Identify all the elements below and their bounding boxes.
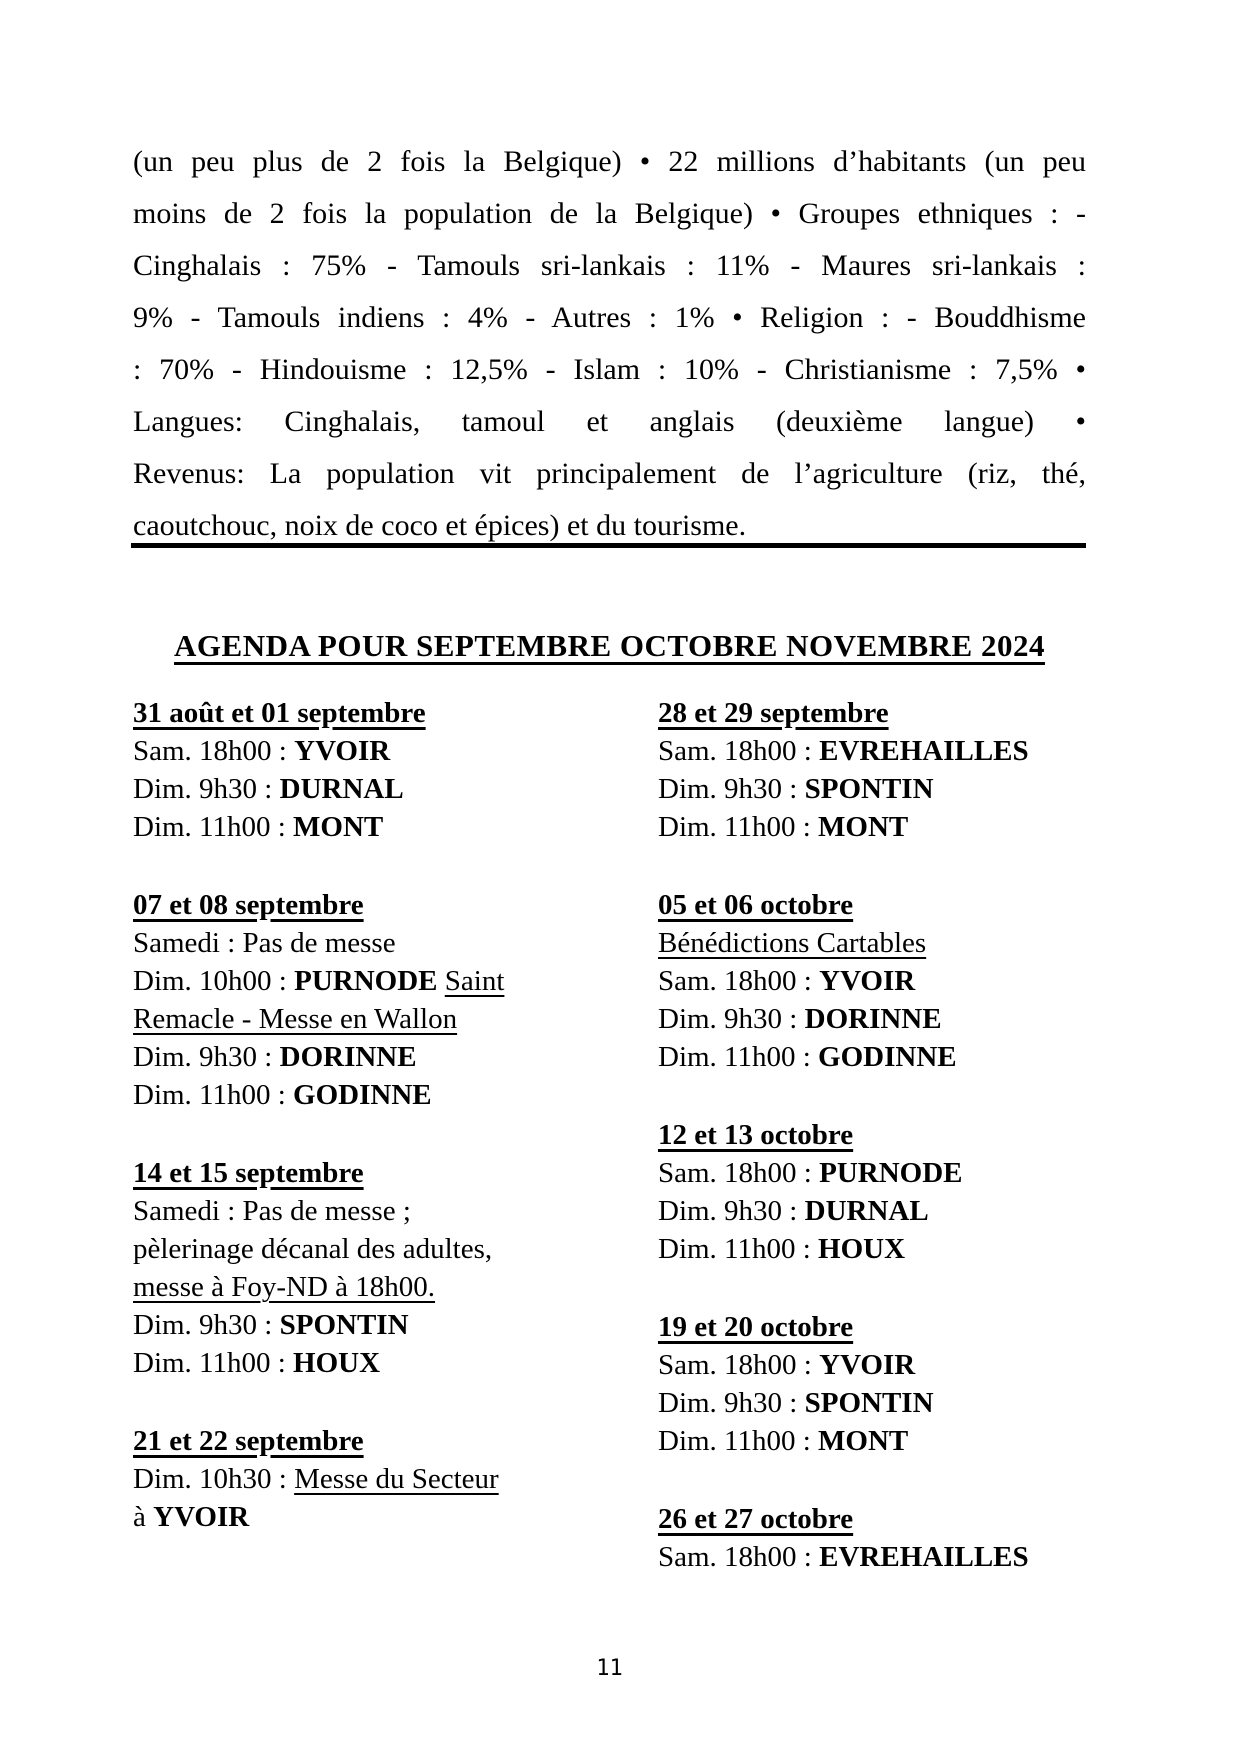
agenda-time-label: Samedi : Pas de messe ; [133,1195,411,1227]
agenda-time-label: Dim. 9h30 : [658,773,805,805]
agenda-date-heading: 05 et 06 octobre [658,889,854,921]
agenda-line [133,1306,623,1344]
agenda-place-name: PURNODE [819,1157,963,1189]
agenda-date-heading: 26 et 27 octobre [658,1503,854,1535]
agenda-line [133,732,623,770]
agenda-time-label: pèlerinage décanal des adultes, [133,1233,493,1265]
agenda-place-name: EVREHAILLES [819,1541,1029,1573]
agenda-line [658,1192,1108,1230]
page-number: 11 [596,1656,623,1681]
agenda-line [658,924,1108,962]
agenda-group [658,1116,1108,1268]
agenda-line [133,1268,623,1306]
agenda-time-label: Sam. 18h00 : [658,735,820,767]
agenda-column-right [658,694,1108,1576]
agenda-note-underlined: Messe du Secteur [294,1463,499,1495]
agenda-time-label: Dim. 9h30 : [658,1003,805,1035]
agenda-group [133,886,623,1114]
agenda-time-label: Dim. 11h00 : [658,1233,819,1265]
agenda-date-heading: 28 et 29 septembre [658,697,889,729]
agenda-place-name: MONT [818,811,909,843]
agenda-date-heading: 31 août et 01 septembre [133,697,426,729]
agenda-time-label: Dim. 9h30 : [133,1309,280,1341]
agenda-date-heading: 07 et 08 septembre [133,889,364,921]
intro-paragraph-line: 9% - Tamouls indiens : 4% - Autres : 1% • Religion : - Bouddhisme [133,301,1086,334]
section-divider [131,543,1086,548]
agenda-place-name: HOUX [818,1233,906,1265]
agenda-line [133,1000,623,1038]
agenda-group [658,1308,1108,1460]
agenda-place-name: SPONTIN [804,1387,934,1419]
agenda-time-label: Dim. 11h00 : [133,1079,294,1111]
agenda-date-heading: 21 et 22 septembre [133,1425,364,1457]
agenda-place-name: YVOIR [819,1349,916,1381]
agenda-line [658,1000,1108,1038]
agenda-place-name: HOUX [293,1347,381,1379]
intro-paragraph-line: Cinghalais : 75% - Tamouls sri-lankais : 11% - Maures sri-lankais : [133,249,1086,282]
intro-paragraph-line: caoutchouc, noix de coco et épices) et du tourisme. [133,509,747,542]
agenda-line [658,1230,1108,1268]
agenda-time-label: Dim. 11h00 : [658,811,819,843]
agenda-group [133,1422,623,1536]
agenda-line [658,1422,1108,1460]
agenda-place-name: YVOIR [153,1501,250,1533]
agenda-line [133,808,623,846]
agenda-line [133,1038,623,1076]
agenda-line [133,1498,623,1536]
intro-paragraph-line: : 70% - Hindouisme : 12,5% - Islam : 10% - Christianisme : 7,5% • [133,353,1086,386]
agenda-time-label: Sam. 18h00 : [133,735,295,767]
agenda-place-name: DORINNE [279,1041,417,1073]
agenda-place-name: DURNAL [804,1195,929,1227]
agenda-time-label [438,965,445,997]
intro-paragraph-line: (un peu plus de 2 fois la Belgique) • 22 millions d’habitants (un peu [133,145,1086,178]
agenda-note-underlined: Saint [444,965,505,997]
agenda-note-underlined: Remacle - Messe en Wallon [133,1003,458,1035]
agenda-line [658,770,1108,808]
agenda-place-name: SPONTIN [804,773,934,805]
agenda-time-label: Dim. 10h00 : [133,965,295,997]
agenda-line [658,732,1108,770]
agenda-time-label: Sam. 18h00 : [658,1349,820,1381]
agenda-time-label: Dim. 11h00 : [658,1425,819,1457]
agenda-time-label: Dim. 11h00 : [133,811,294,843]
agenda-place-name: YVOIR [819,965,916,997]
agenda-place-name: MONT [293,811,384,843]
agenda-place-name: GODINNE [293,1079,432,1111]
agenda-place-name: DORINNE [804,1003,942,1035]
agenda-line [658,1346,1108,1384]
agenda-group [133,1154,623,1382]
agenda-line [133,924,623,962]
agenda-line [133,770,623,808]
agenda-date-heading: 12 et 13 octobre [658,1119,854,1151]
agenda-line [658,1154,1108,1192]
agenda-group [133,694,623,846]
agenda-line [658,962,1108,1000]
agenda-place-name: SPONTIN [279,1309,409,1341]
agenda-line [133,1460,623,1498]
agenda-line [133,1192,623,1230]
intro-paragraph-line: Langues: Cinghalais, tamoul et anglais (deuxième langue) • [133,405,1086,438]
agenda-line [133,962,623,1000]
agenda-line [133,1344,623,1382]
agenda-time-label: Sam. 18h00 : [658,1157,820,1189]
intro-paragraph-line: Revenus: La population vit principalement de l’agriculture (riz, thé, [133,457,1086,490]
agenda-line [658,1038,1108,1076]
agenda-group [658,694,1108,846]
agenda-time-label: Sam. 18h00 : [658,965,820,997]
agenda-time-label: Dim. 9h30 : [658,1195,805,1227]
agenda-note-underlined: Bénédictions Cartables [658,927,927,959]
agenda-time-label: Dim. 9h30 : [658,1387,805,1419]
agenda-line [658,808,1108,846]
agenda-title-text: AGENDA POUR SEPTEMBRE OCTOBRE NOVEMBRE 2024 [174,628,1045,663]
agenda-place-name: MONT [818,1425,909,1457]
agenda-group [658,886,1108,1076]
agenda-line [658,1538,1108,1576]
agenda-place-name: YVOIR [294,735,391,767]
agenda-place-name: EVREHAILLES [819,735,1029,767]
agenda-group [658,1500,1108,1576]
agenda-time-label: Dim. 9h30 : [133,1041,280,1073]
agenda-time-label: Dim. 11h00 : [658,1041,819,1073]
agenda-note-underlined: messe à Foy-ND à 18h00. [133,1271,436,1303]
agenda-time-label: à [133,1501,154,1533]
agenda-line [133,1076,623,1114]
agenda-line [133,1230,623,1268]
intro-paragraph-line: moins de 2 fois la population de la Belgique) • Groupes ethniques : - [133,197,1086,230]
agenda-column-left [133,694,623,1536]
agenda-place-name: GODINNE [818,1041,957,1073]
agenda-time-label: Sam. 18h00 : [658,1541,820,1573]
agenda-time-label: Dim. 9h30 : [133,773,280,805]
agenda-line [658,1384,1108,1422]
agenda-time-label: Samedi : Pas de messe [133,927,396,959]
agenda-place-name: DURNAL [279,773,404,805]
agenda-time-label: Dim. 11h00 : [133,1347,294,1379]
agenda-date-heading: 14 et 15 septembre [133,1157,364,1189]
agenda-title [133,626,1086,666]
intro-paragraph [133,136,1086,552]
agenda-place-name: PURNODE [294,965,438,997]
agenda-time-label: Dim. 10h30 : [133,1463,295,1495]
agenda-date-heading: 19 et 20 octobre [658,1311,854,1343]
